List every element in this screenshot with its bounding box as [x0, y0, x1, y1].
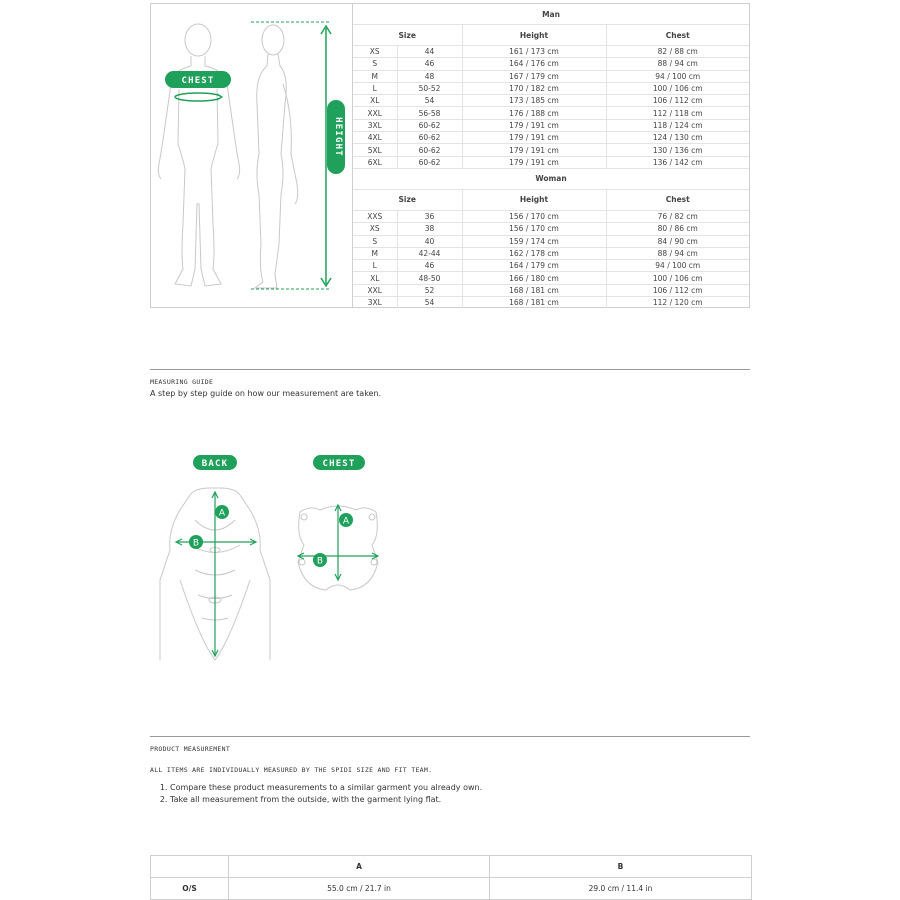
- chest-cell: 82 / 88 cm: [606, 46, 749, 58]
- step-item: 1. Compare these product measurements to a similar garment you already own.: [170, 782, 482, 794]
- chest-cell: 84 / 90 cm: [606, 235, 749, 247]
- height-cell: 166 / 180 cm: [462, 272, 606, 284]
- column-a-header: A: [229, 856, 490, 878]
- height-cell: 156 / 170 cm: [462, 223, 606, 235]
- size-row: [353, 284, 749, 296]
- height-cell: 179 / 191 cm: [462, 156, 606, 168]
- size-row: [353, 107, 749, 119]
- step-item: 2. Take all measurement from the outside, with the garment lying flat.: [170, 794, 482, 806]
- size-number-cell: 40: [397, 235, 462, 247]
- size-code-cell: XS: [353, 46, 397, 58]
- size-code-cell: 3XL: [353, 119, 397, 131]
- size-row: [353, 58, 749, 70]
- size-code-cell: XXL: [353, 284, 397, 296]
- chest-guide-label: CHEST: [322, 459, 356, 469]
- size-number-cell: 50-52: [397, 82, 462, 94]
- chest-cell: 112 / 120 cm: [606, 297, 749, 309]
- chest-cell: 80 / 86 cm: [606, 223, 749, 235]
- measuring-guide-heading: MEASURING GUIDE: [150, 378, 214, 386]
- size-chart: [150, 3, 750, 308]
- value-a-cell: 55.0 cm / 21.7 in: [229, 878, 490, 900]
- size-number-cell: 36: [397, 210, 462, 222]
- woman-caption: Woman: [353, 168, 749, 189]
- size-number-cell: 46: [397, 260, 462, 272]
- height-cell: 179 / 191 cm: [462, 144, 606, 156]
- size-number-cell: 38: [397, 223, 462, 235]
- size-row: [353, 297, 749, 309]
- product-measurement-note: ALL ITEMS ARE INDIVIDUALLY MEASURED BY THE SPIDI SIZE AND FIT TEAM.: [150, 766, 433, 774]
- size-row: [353, 260, 749, 272]
- back-label: BACK: [201, 459, 229, 469]
- size-number-cell: 60-62: [397, 119, 462, 131]
- size-code-cell: M: [353, 70, 397, 82]
- height-cell: 164 / 176 cm: [462, 58, 606, 70]
- woman-size-table: [353, 168, 749, 308]
- height-cell: 162 / 178 cm: [462, 247, 606, 259]
- chest-label: CHEST: [181, 76, 215, 86]
- size-row: [353, 223, 749, 235]
- size-number-cell: 44: [397, 46, 462, 58]
- size-row: [353, 132, 749, 144]
- size-number-cell: 52: [397, 284, 462, 296]
- height-cell: 170 / 182 cm: [462, 82, 606, 94]
- size-code-cell: S: [353, 235, 397, 247]
- height-cell: 179 / 191 cm: [462, 119, 606, 131]
- measurement-steps: [148, 782, 482, 806]
- height-cell: 159 / 174 cm: [462, 235, 606, 247]
- size-row: [353, 46, 749, 58]
- row-label-os: O/S: [151, 878, 229, 900]
- size-row: [353, 95, 749, 107]
- height-label: HEIGHT: [333, 117, 343, 157]
- height-cell: 161 / 173 cm: [462, 46, 606, 58]
- size-number-cell: 54: [397, 297, 462, 309]
- height-cell: 179 / 191 cm: [462, 132, 606, 144]
- chest-cell: 130 / 136 cm: [606, 144, 749, 156]
- size-number-cell: 60-62: [397, 144, 462, 156]
- size-number-cell: 54: [397, 95, 462, 107]
- size-row: [353, 156, 749, 168]
- chest-cell: 76 / 82 cm: [606, 210, 749, 222]
- size-code-cell: L: [353, 260, 397, 272]
- product-measurement-heading: PRODUCT MEASUREMENT: [150, 745, 231, 753]
- woman-header-chest: Chest: [606, 189, 749, 210]
- size-code-cell: L: [353, 82, 397, 94]
- size-code-cell: S: [353, 58, 397, 70]
- size-tables: [353, 4, 749, 308]
- size-code-cell: 4XL: [353, 132, 397, 144]
- woman-header-height: Height: [462, 189, 606, 210]
- back-marker-b: B: [192, 538, 200, 549]
- size-number-cell: 60-62: [397, 156, 462, 168]
- chest-cell: 112 / 118 cm: [606, 107, 749, 119]
- height-cell: 164 / 179 cm: [462, 260, 606, 272]
- size-row: [353, 235, 749, 247]
- woman-header-size: Size: [353, 189, 462, 210]
- column-b-header: B: [490, 856, 752, 878]
- chest-cell: 106 / 112 cm: [606, 284, 749, 296]
- chest-cell: 88 / 94 cm: [606, 58, 749, 70]
- size-code-cell: M: [353, 247, 397, 259]
- size-number-cell: 56-58: [397, 107, 462, 119]
- chest-cell: 100 / 106 cm: [606, 272, 749, 284]
- size-number-cell: 48-50: [397, 272, 462, 284]
- man-header-chest: Chest: [606, 25, 749, 46]
- height-cell: 168 / 181 cm: [462, 284, 606, 296]
- size-code-cell: XXS: [353, 210, 397, 222]
- height-cell: 168 / 181 cm: [462, 297, 606, 309]
- size-number-cell: 60-62: [397, 132, 462, 144]
- chest-marker-a: A: [342, 516, 350, 527]
- corner-cell: [151, 856, 229, 878]
- measurement-figure-panel: [151, 4, 353, 307]
- chest-marker-b: B: [316, 556, 324, 567]
- body-figures-icon: [151, 4, 353, 307]
- size-number-cell: 42-44: [397, 247, 462, 259]
- size-row: [353, 119, 749, 131]
- size-row: [353, 144, 749, 156]
- chest-cell: 94 / 100 cm: [606, 70, 749, 82]
- size-row: [353, 82, 749, 94]
- chest-cell: 118 / 124 cm: [606, 119, 749, 131]
- size-code-cell: 6XL: [353, 156, 397, 168]
- height-cell: 167 / 179 cm: [462, 70, 606, 82]
- product-measurement-table: [150, 855, 752, 900]
- chest-cell: 106 / 112 cm: [606, 95, 749, 107]
- man-size-table: [353, 4, 749, 168]
- section-divider-2: [150, 736, 750, 737]
- protector-diagrams: [150, 450, 390, 665]
- man-header-size: Size: [353, 25, 462, 46]
- value-b-cell: 29.0 cm / 11.4 in: [490, 878, 752, 900]
- height-cell: 173 / 185 cm: [462, 95, 606, 107]
- size-number-cell: 46: [397, 58, 462, 70]
- size-code-cell: 5XL: [353, 144, 397, 156]
- section-divider: [150, 369, 750, 370]
- chest-cell: 124 / 130 cm: [606, 132, 749, 144]
- size-row: [353, 210, 749, 222]
- size-row: [353, 272, 749, 284]
- chest-cell: 88 / 94 cm: [606, 247, 749, 259]
- size-code-cell: 3XL: [353, 297, 397, 309]
- man-header-height: Height: [462, 25, 606, 46]
- size-row: [353, 247, 749, 259]
- size-code-cell: XXL: [353, 107, 397, 119]
- chest-cell: 100 / 106 cm: [606, 82, 749, 94]
- size-code-cell: XL: [353, 95, 397, 107]
- chest-cell: 136 / 142 cm: [606, 156, 749, 168]
- size-number-cell: 48: [397, 70, 462, 82]
- size-code-cell: XL: [353, 272, 397, 284]
- size-row: [353, 70, 749, 82]
- back-marker-a: A: [218, 508, 226, 519]
- height-cell: 176 / 188 cm: [462, 107, 606, 119]
- size-code-cell: XS: [353, 223, 397, 235]
- chest-cell: 94 / 100 cm: [606, 260, 749, 272]
- height-cell: 156 / 170 cm: [462, 210, 606, 222]
- man-caption: Man: [542, 9, 560, 19]
- measuring-guide-subtitle: A step by step guide on how our measurement are taken.: [150, 389, 382, 398]
